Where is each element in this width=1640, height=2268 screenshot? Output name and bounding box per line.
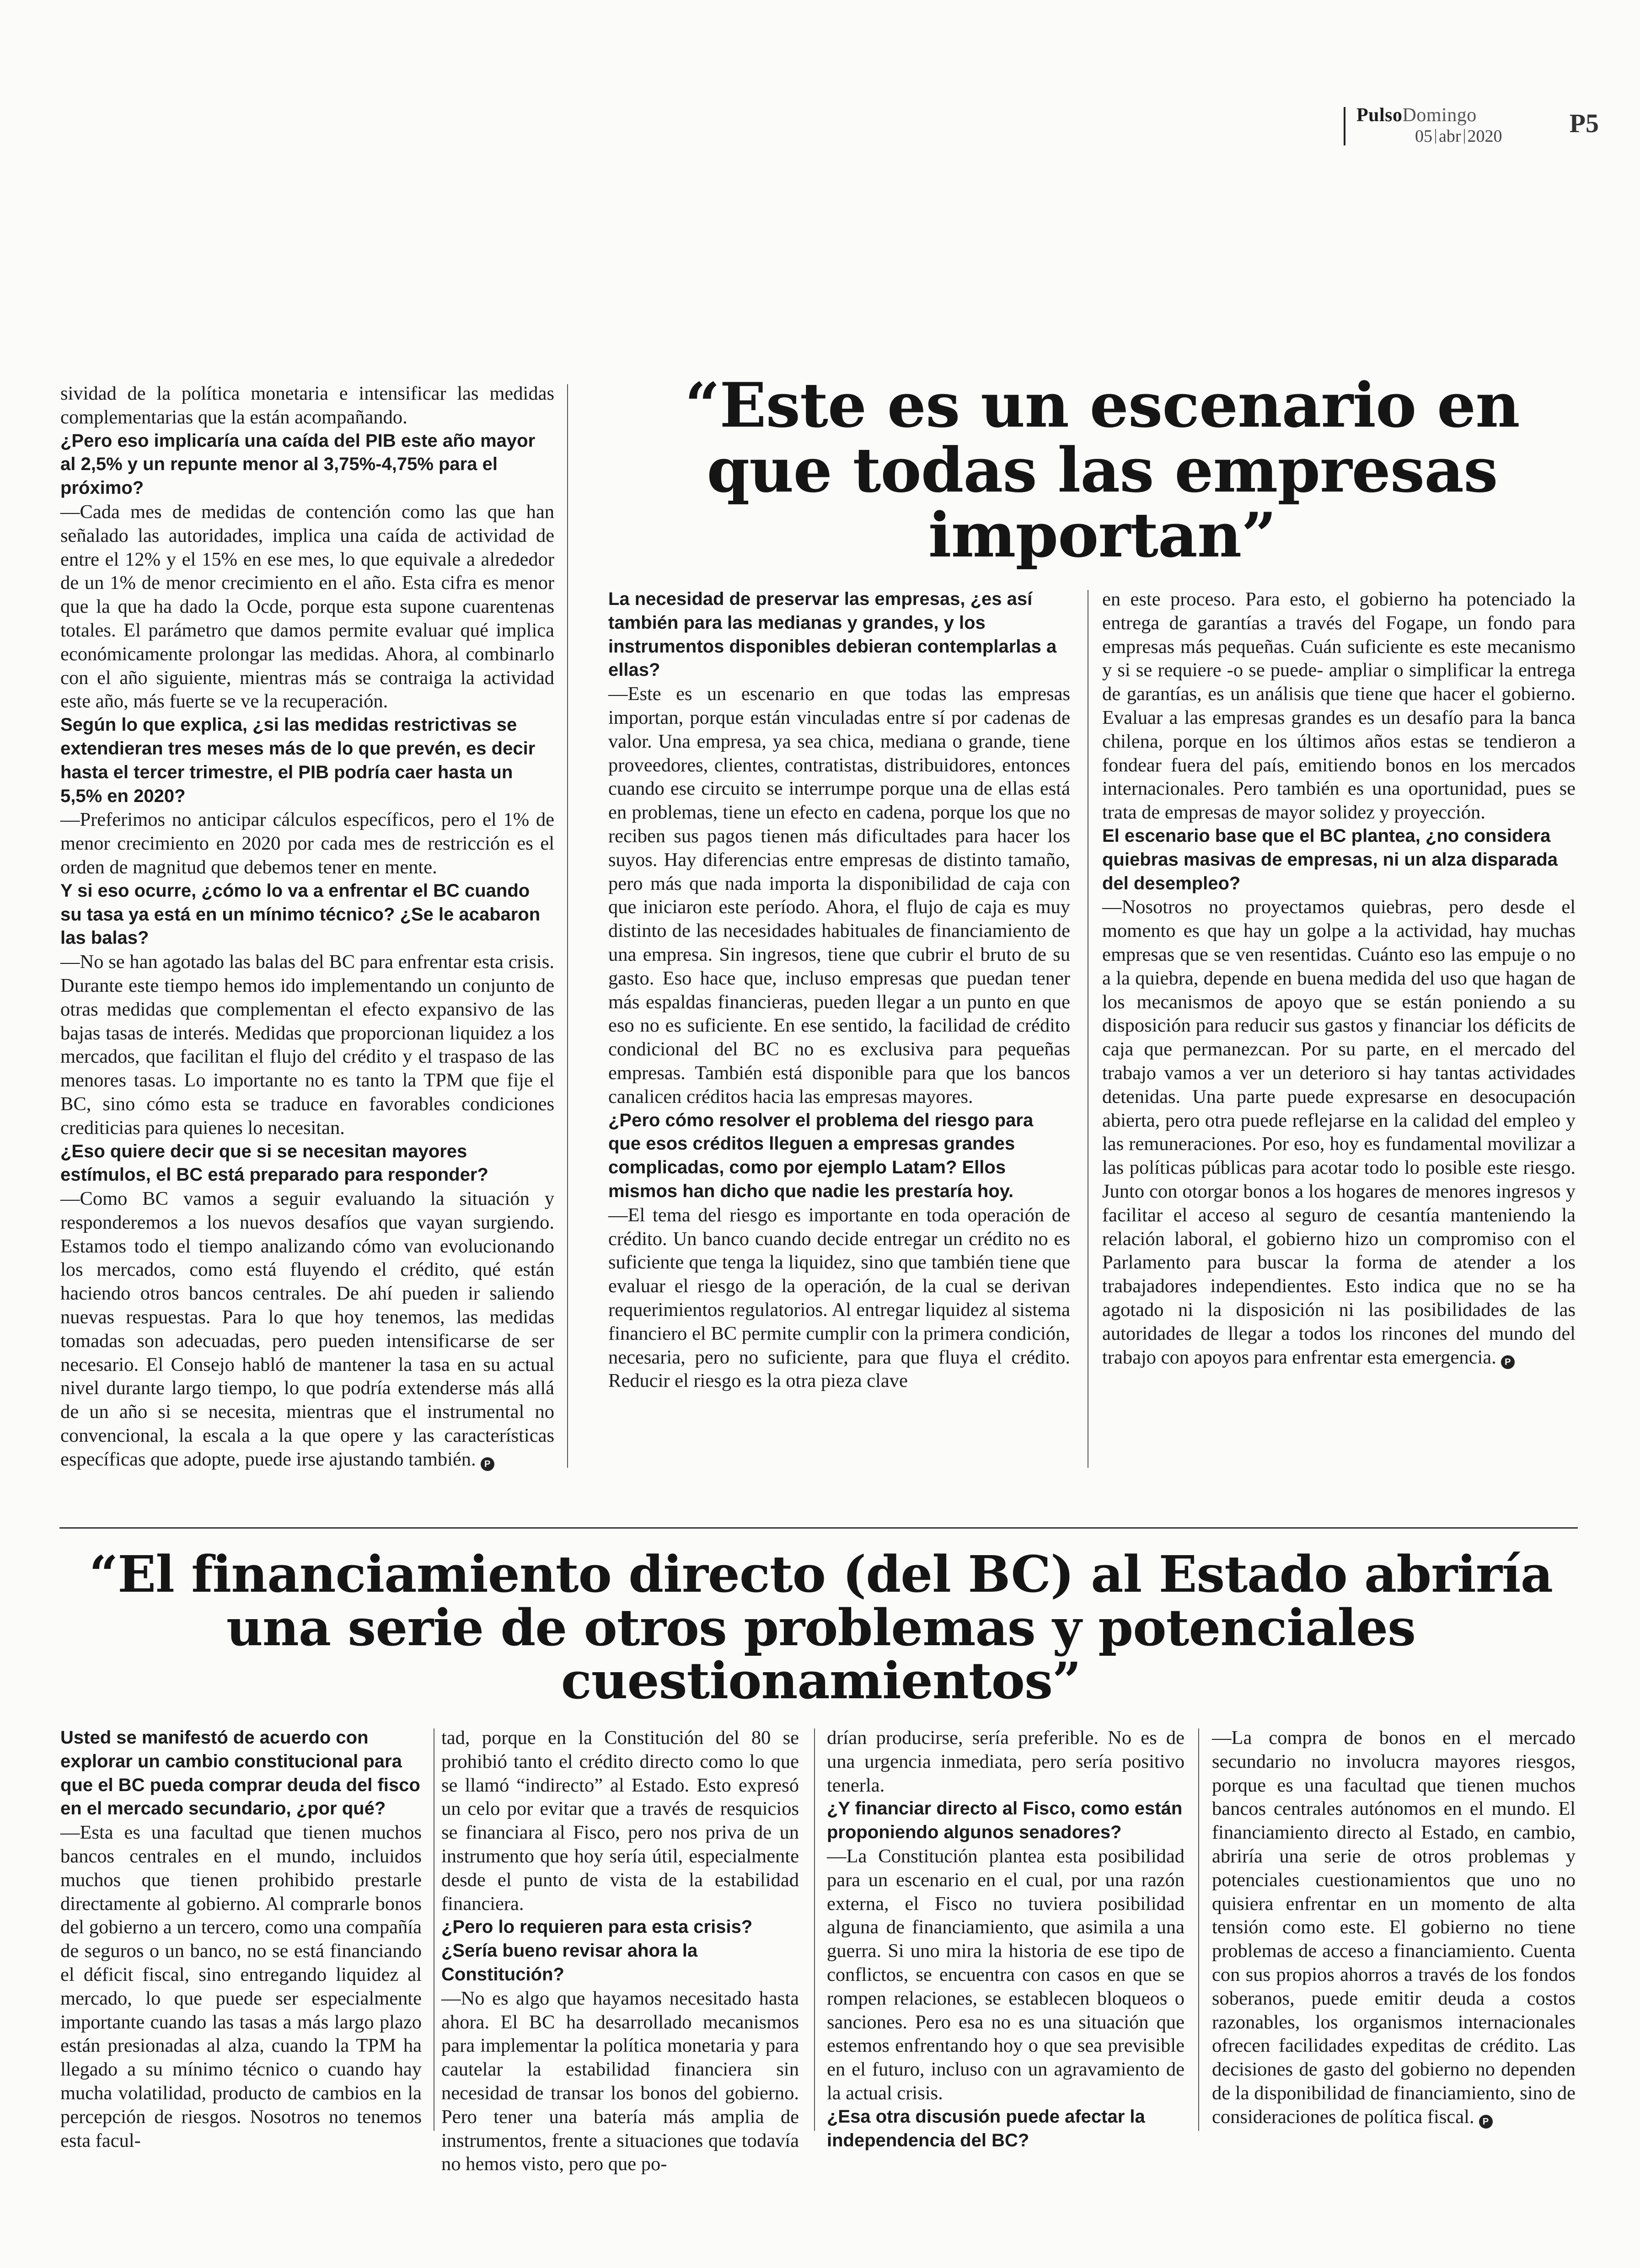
interview-answer: —Este es un escenario en que todas las empresas importan, porque están vinculadas entre sí por cadenas de valor. Una empresa, ya sea chica, mediana o grande, tiene proveedores, clientes, contratistas, distribuidores, entonces cuando ese circuito se interrumpe porque una de ellas está en problemas, tiene un efecto en cadena, porque los que no reciben sus pagos tienen más dificultades para hacer los suyos. Hay diferencias entre empresas de distinto tamaño, pero más que nada importa la disponibilidad de caja con que iniciaron este período. Ahora, el flujo de caja es muy distinto de las necesidades habituales de financiamiento de una empresa. Sin ingresos, tiene que cubrir el bruto de su gasto. Eso hace que, incluso empresas que puedan tener más espaldas financieras, pueden llegar a un punto en que eso no es suficiente. En ese sentido, la facilidad de crédito condicional del BC no es exclusiva para pequeñas empresas. También está disponible para que los bancos canalicen créditos hacia las empresas mayores.	[608, 683, 1070, 1107]
interview-answer: —No es algo que hayamos necesitado hasta ahora. El BC ha desarrollado mecanismos para implementar la política monetaria y para cautelar la estabilidad financiera sin necesidad de transar los bonos del gobierno. Pero tener una batería más amplia de instrumentos, frente a situaciones que todavía no hemos visto, pero que po-	[441, 1987, 799, 2175]
interview-answer: —El tema del riesgo es importante en toda operación de crédito. Un banco cuando decide entregar un crédito no es suficiente que tenga la liquidez, sino que también tiene que evaluar el riesgo de la operación, de la cual se derivan requerimientos regulatorios. Al entregar liquidez al sistema financiero el BC permite cumplir con la primera condición, necesaria, pero no suficiente, para que fluya el crédito. Reducir el riesgo es la otra pieza clave	[608, 1204, 1070, 1392]
article-column-top-3	[1102, 588, 1576, 1369]
interview-question: La necesidad de preservar las empresas, ¿es así también para las medianas y grandes, y los instrumentos disponibles debieran contemplarlas a ellas?	[608, 589, 1057, 680]
interview-answer: —Esta es una facultad que tienen muchos bancos centrales en el mundo, incluidos muchos que tienen prohibido prestarle directamente al gobierno. Al comprarle bonos del gobierno a un tercero, como una compañía de seguros o un banco, no se está financiando el déficit fiscal, sino entregando liquidez al mercado, lo que puede ser especialmente importante cuando las tasas a más largo plazo están presionadas al alza, cuando la TPM ha llegado a su mínimo técnico o cuando hay mucha volatilidad, producto de cambios en la percepción de riesgos. Nosotros no tenemos esta facul-	[60, 1822, 422, 2151]
interview-question: ¿Eso quiere decir que si se necesitan mayores estímulos, el BC está preparado para responder?	[60, 1141, 488, 1185]
interview-question: ¿Y financiar directo al Fisco, como están proponiendo algunos senadores?	[827, 1798, 1183, 1843]
publication-name: PulsoDomingo	[1356, 105, 1477, 126]
interview-question: ¿Pero lo requieren para esta crisis? ¿Sería bueno revisar ahora la Constitución?	[441, 1917, 753, 1984]
interview-answer: —No se han agotado las balas del BC para enfrentar esta crisis. Durante este tiempo hemos ido implementando un conjunto de otras medidas que complementan el efecto expansivo de las bajas tasas de interés. Medidas que proporcionan liquidez a los mercados, que facilitan el flujo del crédito y el traspaso de las menores tasas. Lo importante no es tanto la TPM que fije el BC, sino cómo esta se traduce en favorables condiciones crediticias para quienes lo necesitan.	[60, 951, 554, 1139]
article-column-bottom-4	[1212, 1726, 1576, 2129]
interview-question: ¿Pero eso implicaría una caída del PIB este año mayor al 2,5% y un repunte menor al 3,75%-4,75% para el próximo?	[60, 430, 536, 498]
interview-question: El escenario base que el BC plantea, ¿no considera quiebras masivas de empresas, ni un alza disparada del desempleo?	[1102, 825, 1558, 893]
article-column-bottom-1	[60, 1726, 422, 2152]
interview-answer: en este proceso. Para esto, el gobierno ha potenciado la entrega de garantías a través del Fogape, un fondo para empresas más pequeñas. Cuán suficiente es este mecanismo y si se requiere -o se puede- ampliar o simplificar la entrega de garantías, es un análisis que tiene que hacer el gobierno. Evaluar a las empresas grandes es un desafío para la banca chilena, porque en los últimos años estas se tendieron a fondear fuera del país, emitiendo bonos en los mercados internacionales. Pero también es una oportunidad, pues se trata de empresas de mayor solidez y proyección.	[1102, 588, 1576, 824]
column-divider	[814, 1728, 815, 2131]
masthead-rule	[1344, 107, 1345, 145]
headline-top: “Este es un escenario en que todas las empresas importan”	[685, 369, 1520, 572]
issue-date: 05 abr 2020	[1415, 127, 1502, 146]
article-column-bottom-2	[441, 1726, 799, 2176]
interview-question: Usted se manifestó de acuerdo con explorar un cambio constitucional para que el BC pueda comprar deuda del fisco en el mercado secundario, ¿por qué?	[60, 1728, 420, 1819]
masthead	[1344, 104, 1554, 146]
interview-answer: tad, porque en la Constitución del 80 se prohibió tanto el crédito directo como lo que se llamó “indirecto” al Estado. Esto expresó un celo por evitar que a través de resquicios se financiara al Fisco, pero nos priva de un instrumento que hoy sería útil, especialmente desde el punto de vista de la estabilidad financiera.	[441, 1727, 799, 1915]
interview-answer: —Preferimos no anticipar cálculos específicos, pero el 1% de menor crecimiento en 2020 por cada mes de restricción es el orden de magnitud que debemos tener en mente.	[60, 809, 554, 878]
interview-answer: sividad de la política monetaria e intensificar las medidas complementarias que la están acompañando.	[60, 383, 554, 428]
interview-answer: —La compra de bonos en el mercado secundario no involucra mayores riesgos, porque es una facultad que tienen muchos bancos centrales autónomos en el mundo. El financiamiento directo al Estado, en cambio, abriría una serie de otros problemas y potenciales cuestionamientos que uno no quisiera enfrentar en un momento de alta tensión como este. El gobierno no tiene problemas de acceso a financiamiento. Cuenta con sus propios ahorros a través de los fondos soberanos, puede emitir deuda a costos razonables, los organismos internacionales ofrecen facilidades expeditas de crédito. Las decisiones de gasto del gobierno no dependen de la disponibilidad de financiamiento, sino de consideraciones de política fiscal. P	[1212, 1727, 1576, 2128]
end-of-article-icon: P	[1479, 2115, 1493, 2129]
section-divider	[59, 1527, 1578, 1529]
column-divider	[567, 384, 568, 1468]
article-column-top-1	[60, 382, 554, 1471]
end-of-article-icon: P	[481, 1457, 494, 1471]
column-divider	[1198, 1728, 1199, 2131]
interview-answer: —Cada mes de medidas de contención como las que han señalado las autoridades, implica una caída de actividad de entre el 12% y el 15% en ese mes, lo que equivale a alrededor de un 1% de menor crecimiento en el año. Esta cifra es menor que la que ha dado la Ocde, porque esta supone cuarentenas totales. El parámetro que damos permite evaluar qué implica económicamente prolongar las medidas. Ahora, al combinarlo con el año siguiente, mientras más se contraiga la actividad este año, más fuerte se ve la recuperación.	[60, 501, 554, 712]
interview-question: Y si eso ocurre, ¿cómo lo va a enfrentar el BC cuando su tasa ya está en un mínimo técnico? ¿Se le acabaron las balas?	[60, 880, 541, 948]
article-column-bottom-3	[827, 1726, 1184, 2152]
interview-question: ¿Esa otra discusión puede afectar la independencia del BC?	[827, 2106, 1145, 2150]
end-of-article-icon: P	[1501, 1355, 1515, 1369]
article-column-top-2	[608, 588, 1070, 1393]
interview-answer: drían producirse, sería preferible. No es de una urgencia inmediata, pero sería positivo tenerla.	[827, 1727, 1184, 1796]
interview-question: ¿Pero cómo resolver el problema del riesgo para que esos créditos lleguen a empresas grandes complicadas, como por ejemplo Latam? Ellos mismos han dicho que nadie les prestaría hoy.	[608, 1110, 1034, 1201]
page-number: P5	[1569, 108, 1599, 138]
interview-answer: —La Constitución plantea esta posibilidad para un escenario en el cual, por una razón externa, el Fisco no tuviera posibilidad alguna de financiamiento, que asimila a una guerra. Si uno mira la historia de ese tipo de conflictos, se encuentra con casos en que se rompen relaciones, se establecen bloqueos o sanciones. Pero esa no es una situación que estemos enfrentando hoy o que sea previsible en el futuro, incluso con un agravamiento de la actual crisis.	[827, 1845, 1184, 2104]
headline-bottom: “El financiamiento directo (del BC) al Estado abriría una serie de otros problemas y potenciales cuestionamientos”	[89, 1545, 1553, 1711]
interview-answer: —Nosotros no proyectamos quiebras, pero desde el momento es que hay un golpe a la actividad, hay muchas empresas que se ven resentidas. Cuánto eso las empuje o no a la quiebra, depende en buena medida del uso que hagan de los mecanismos de apoyo que se están poniendo a su disposición para reducir sus gastos y financiar los déficits de caja que permanezcan. Por su parte, en el mercado del trabajo vamos a ver un deterioro si hay tantas actividades detenidas. Una parte puede expresarse en desocupación abierta, pero otra puede reflejarse en la calidad del empleo y las remuneraciones. Por eso, hoy es fundamental movilizar a las políticas públicas para acotar todo lo posible este riesgo. Junto con otorgar bonos a los hogares de menores ingresos y facilitar el acceso al seguro de cesantía manteniendo la relación laboral, el gobierno hizo un compromiso con el Parlamento para buscar la forma de atender a los trabajadores independientes. Esto indica que no se ha agotado ni la disposición ni las posibilidades de las autoridades de llegar a todos los rincones del mundo del trabajo con apoyos para enfrentar esta emergencia. P	[1102, 896, 1576, 1368]
interview-answer: —Como BC vamos a seguir evaluando la situación y responderemos a los nuevos desafíos que vayan surgiendo. Estamos todo el tiempo analizando cómo van evolucionando los mercados, como está fluyendo el crédito, qué están haciendo otros bancos centrales. De ahí pueden ir saliendo nuevas respuestas. Para lo que hoy tenemos, las medidas tomadas son adecuadas, pero pueden intensificarse de ser necesario. El Consejo habló de mantener la tasa en su actual nivel durante largo tiempo, lo que podría extenderse más allá de un año si se necesita, mientras que el instrumental no convencional, la escala a la que opere y las características específicas que adopte, puede irse ajustando también. P	[60, 1188, 554, 1470]
interview-question: Según lo que explica, ¿si las medidas restrictivas se extendieran tres meses más de lo que prevén, es decir hasta el tercer trimestre, el PIB podría caer hasta un 5,5% en 2020?	[60, 715, 536, 806]
